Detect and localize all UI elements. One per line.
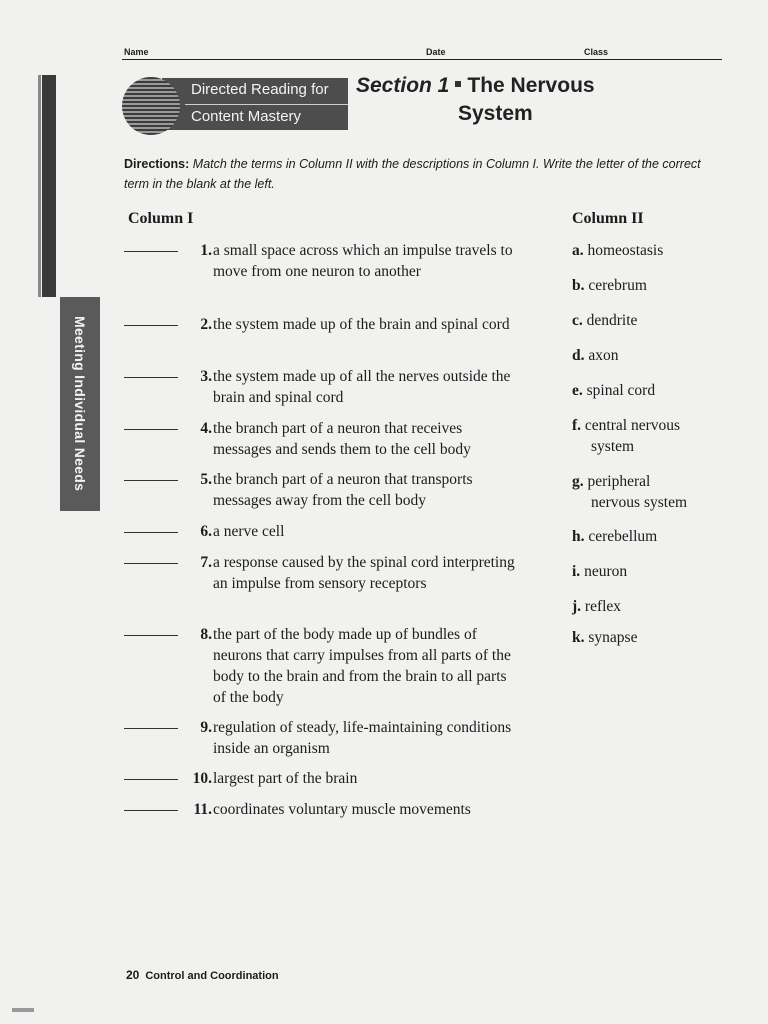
question-number: 4. (200, 420, 212, 437)
date-label: Date (426, 47, 446, 57)
answer-letter: c. (572, 312, 583, 329)
answer-blank[interactable] (124, 532, 178, 533)
answer-option (572, 627, 722, 648)
question-number: 3. (200, 368, 212, 385)
section-prefix: Section 1 (356, 74, 450, 97)
column-1-heading: Column I (128, 210, 194, 227)
answer-blank[interactable] (124, 635, 178, 636)
answer-letter: i. (572, 563, 581, 580)
answer-blank[interactable] (124, 728, 178, 729)
question-text: coordinates voluntary muscle movements (213, 801, 471, 818)
answer-term-continued: system (591, 438, 635, 455)
question-text: the part of the body made up of bundles of neurons that carry impulses from all parts of the body to the brain and from the brain to all parts of the body (213, 626, 511, 706)
answer-term: peripheral (587, 473, 651, 490)
section-title (356, 72, 595, 99)
answer-blank[interactable] (124, 377, 178, 378)
answer-option (572, 275, 722, 296)
bullet-icon (455, 81, 461, 87)
answer-blank[interactable] (124, 429, 178, 430)
question-number: 9. (200, 719, 212, 736)
question-number: 11. (193, 801, 212, 818)
question-text: largest part of the brain (213, 770, 358, 787)
answer-letter: g. (572, 473, 584, 490)
answer-term: spinal cord (586, 382, 656, 399)
question-number: 7. (200, 554, 212, 571)
banner-line-2: Content Mastery (191, 108, 302, 125)
scan-edge-bar (42, 75, 56, 297)
question-text: the branch part of a neuron that receives messages and sends them to the cell body (213, 420, 471, 458)
banner-divider (185, 104, 348, 105)
question-text: a small space across which an impulse travels to move from one neuron to another (213, 242, 513, 280)
answer-term: reflex (584, 598, 622, 615)
question-number: 10. (192, 770, 212, 787)
name-label: Name (124, 47, 149, 57)
question-number: 5. (200, 471, 212, 488)
answer-term: central nervous (584, 417, 681, 434)
question-text: the system made up of all the nerves outside the brain and spinal cord (213, 368, 511, 406)
answer-term: neuron (584, 563, 628, 580)
banner-line-1: Directed Reading for (191, 81, 329, 98)
answer-term: axon (588, 347, 619, 364)
section-title-line-1: The Nervous (467, 74, 595, 97)
directions-text: Match the terms in Column II with the descriptions in Column I. Write the letter of the correct term in the blank at the left. (124, 157, 701, 191)
answer-term-continued: nervous system (591, 494, 688, 511)
page-number: 20 (126, 968, 140, 982)
answer-letter: e. (572, 382, 583, 399)
question-text: a nerve cell (213, 523, 285, 540)
answer-option (572, 310, 722, 331)
class-label: Class (584, 47, 609, 57)
footer-title: Control and Coordination (145, 970, 279, 982)
header-rule (122, 59, 722, 60)
side-tab-label: Meeting Individual Needs (72, 316, 88, 492)
answer-option (572, 240, 722, 261)
question-number: 2. (200, 316, 212, 333)
answer-option (572, 561, 722, 582)
answer-blank[interactable] (124, 779, 178, 780)
banner-circle-icon (122, 77, 180, 135)
answer-option (572, 596, 722, 617)
answer-blank[interactable] (124, 480, 178, 481)
answer-letter: a. (572, 242, 584, 259)
scan-corner-mark (12, 1008, 34, 1012)
answer-blank[interactable] (124, 325, 178, 326)
answer-letter: b. (572, 277, 585, 294)
answer-term: dendrite (586, 312, 638, 329)
answer-term: homeostasis (587, 242, 664, 259)
answer-option (572, 526, 722, 547)
answer-option (572, 415, 722, 457)
answer-blank[interactable] (124, 251, 178, 252)
page-footer (126, 968, 279, 982)
answer-blank[interactable] (124, 563, 178, 564)
answer-option (572, 345, 722, 366)
question-number: 1. (200, 242, 212, 259)
question-text: a response caused by the spinal cord interpreting an impulse from sensory receptors (213, 554, 515, 592)
side-tab (60, 297, 100, 511)
directions (124, 154, 724, 194)
question-text: the system made up of the brain and spinal cord (213, 316, 510, 333)
answer-term: synapse (588, 629, 638, 646)
question-number: 6. (200, 523, 212, 540)
answer-letter: j. (572, 598, 582, 615)
question-text: the branch part of a neuron that transports messages away from the cell body (213, 471, 473, 509)
question-text: regulation of steady, life-maintaining conditions inside an organism (213, 719, 512, 757)
question-number: 8. (200, 626, 212, 643)
column-2-heading: Column II (572, 210, 644, 227)
answer-letter: d. (572, 347, 585, 364)
answer-letter: h. (572, 528, 585, 545)
scan-edge-thin-bar (38, 75, 41, 297)
answer-option (572, 471, 722, 513)
answer-option (572, 380, 722, 401)
answer-blank[interactable] (124, 810, 178, 811)
answer-letter: k. (572, 629, 585, 646)
answer-letter: f. (572, 417, 582, 434)
answer-term: cerebrum (588, 277, 647, 294)
directions-label: Directions: (124, 157, 190, 171)
section-title-line-2: System (458, 102, 533, 125)
answer-term: cerebellum (588, 528, 658, 545)
